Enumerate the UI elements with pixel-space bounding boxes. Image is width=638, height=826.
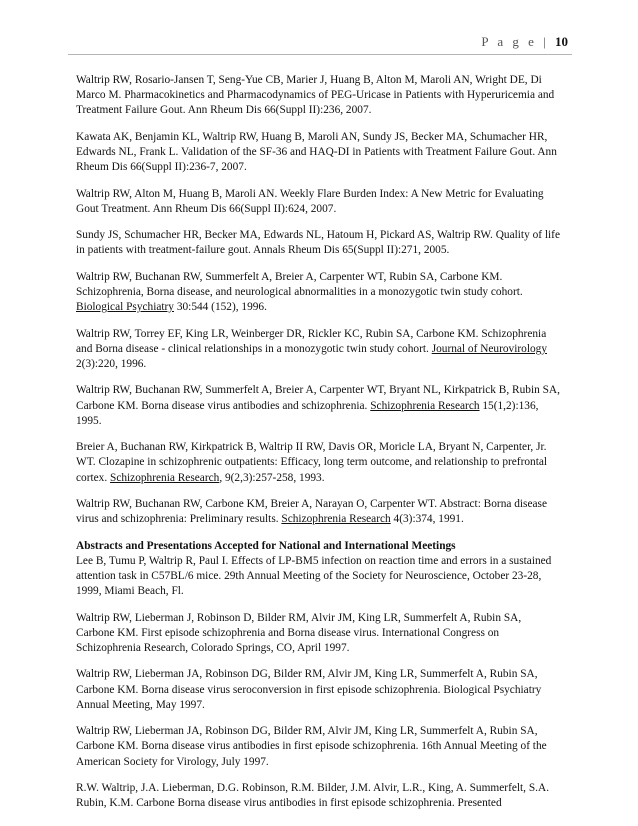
page-header xyxy=(481,34,568,50)
reference-entry xyxy=(76,270,562,316)
reference-entry xyxy=(76,781,562,811)
publications-list xyxy=(76,73,562,527)
reference-entry xyxy=(76,228,562,258)
page-label: P a g e xyxy=(481,34,537,49)
reference-text: Waltrip RW, Lieberman JA, Robinson DG, Bilder RM, Alvir JM, King LR, Summerfelt A, Rubin SA, Carbone KM. Borna disease virus antibodies in first episode schizophrenia. 16th Annual Meeting of the American Society for Virology, July 1997. xyxy=(76,725,547,768)
reference-text: 15(1,2):136, 1995. xyxy=(76,399,539,427)
reference-text: , 9(2,3):257-258, 1993. xyxy=(219,471,325,484)
journal-title: Schizophrenia Research xyxy=(281,513,391,526)
document-body xyxy=(76,73,562,823)
page-separator: | xyxy=(543,34,549,49)
reference-text: Waltrip RW, Buchanan RW, Carbone KM, Breier A, Narayan O, Carpenter WT. Abstract: Borna disease virus and schizophrenia: Preliminary results. xyxy=(76,497,547,526)
reference-text: Kawata AK, Benjamin KL, Waltrip RW, Huang B, Maroli AN, Sundy JS, Becker MA, Schumacher HR, Edwards NL, Frank L. Validation of the SF-36 and HAQ-DI in Patients with Treatment Failure Gout. Ann Rheum Dis 66(Suppl II):236-7, 2007. xyxy=(76,130,557,174)
reference-entry xyxy=(76,667,562,713)
page-number: 10 xyxy=(555,34,568,49)
reference-text: Waltrip RW, Lieberman J, Robinson D, Bilder RM, Alvir JM, King LR, Summerfelt A, Rubin SA, Carbone KM. First episode schizophrenia and Borna disease virus. International Congress on Schizophrenia Research, Colorado Springs, CO, April 1997. xyxy=(76,611,522,654)
reference-text: Sundy JS, Schumacher HR, Becker MA, Edwards NL, Hatoum H, Pickard AS, Waltrip RW. Quality of life in patients with treatment-failure gout. Annals Rheum Dis 65(Suppl II):271, 2005. xyxy=(76,229,560,257)
reference-text: Waltrip RW, Buchanan RW, Summerfelt A, Breier A, Carpenter WT, Bryant NL, Kirkpatrick B, Rubin SA, Carbone KM. Borna disease virus antibodies and schizophrenia. xyxy=(76,384,560,412)
reference-entry xyxy=(76,440,562,486)
reference-entry xyxy=(76,73,562,119)
reference-text: 4(3):374, 1991. xyxy=(390,513,464,526)
reference-entry xyxy=(76,497,562,527)
journal-title: Biological Psychiatry xyxy=(76,301,174,314)
reference-text: Waltrip RW, Lieberman JA, Robinson DG, Bilder RM, Alvir JM, King LR, Summerfelt A, Rubin SA, Carbone KM. Borna disease virus seroconversion in first episode schizophrenia. Biological Psychiatry Annual Meeting, May 1997. xyxy=(76,668,542,711)
reference-entry xyxy=(76,187,562,217)
journal-title: Schizophrenia Research xyxy=(110,471,220,484)
reference-text: 30:544 (152), 1996. xyxy=(173,301,267,314)
reference-entry xyxy=(76,130,562,176)
journal-title: Schizophrenia Research xyxy=(370,399,480,412)
reference-entry xyxy=(76,327,562,373)
reference-text: Waltrip RW, Torrey EF, King LR, Weinberger DR, Rickler KC, Rubin SA, Carbone KM. Schizophrenia and Borna disease - clinical relationships in a monozygotic twin study cohort. xyxy=(76,327,547,355)
reference-text: Waltrip RW, Alton M, Huang B, Maroli AN. Weekly Flare Burden Index: A New Metric for Evaluating Gout Treatment. Ann Rheum Dis 66(Suppl II):624, 2007. xyxy=(76,187,544,215)
reference-text: Breier A, Buchanan RW, Kirkpatrick B, Waltrip II RW, Davis OR, Moricle LA, Bryant N, Carpenter, Jr. WT. Clozapine in schizophrenic outpatients: Efficacy, long term outcome, and relationship to prefrontal cortex. xyxy=(76,441,548,484)
reference-text: R.W. Waltrip, J.A. Lieberman, D.G. Robinson, R.M. Bilder, J.M. Alvir, L.R., King, A. Summerfelt, S.A. Rubin, K.M. Carbone Borna disease virus antibodies in first episode schizophrenia. Presented xyxy=(76,781,550,810)
reference-entry xyxy=(76,383,562,429)
reference-entry xyxy=(76,554,562,600)
reference-entry xyxy=(76,611,562,657)
section-title: Abstracts and Presentations Accepted for National and International Meetings xyxy=(76,539,456,552)
reference-text: Waltrip RW, Buchanan RW, Summerfelt A, Breier A, Carpenter WT, Rubin SA, Carbone KM. Schizophrenia, Borna disease, and neurological abnormalities in a monozygotic twin study cohort. xyxy=(76,270,523,298)
presentations-list xyxy=(76,554,562,812)
reference-text: Lee B, Tumu P, Waltrip R, Paul I. Effects of LP-BM5 infection on reaction time and errors in a sustained attention task in C57BL/6 mice. 29th Annual Meeting of the Society for Neuroscience, October 23-28, 1999, Miami Beach, Fl. xyxy=(76,554,552,598)
header-rule xyxy=(68,54,572,55)
journal-title: Journal of Neurovirology xyxy=(431,342,547,355)
reference-entry xyxy=(76,724,562,770)
reference-text: Waltrip RW, Rosario-Jansen T, Seng-Yue CB, Marier J, Huang B, Alton M, Maroli AN, Wright DE, Di Marco M. Pharmacokinetics and Pharmacodynamics of PEG-Uricase in Patients with Hyperuricemia and Treatment Failure Gout. Ann Rheum Dis 66(Suppl II):236, 2007. xyxy=(76,74,555,117)
reference-text: 2(3):220, 1996. xyxy=(76,357,147,370)
